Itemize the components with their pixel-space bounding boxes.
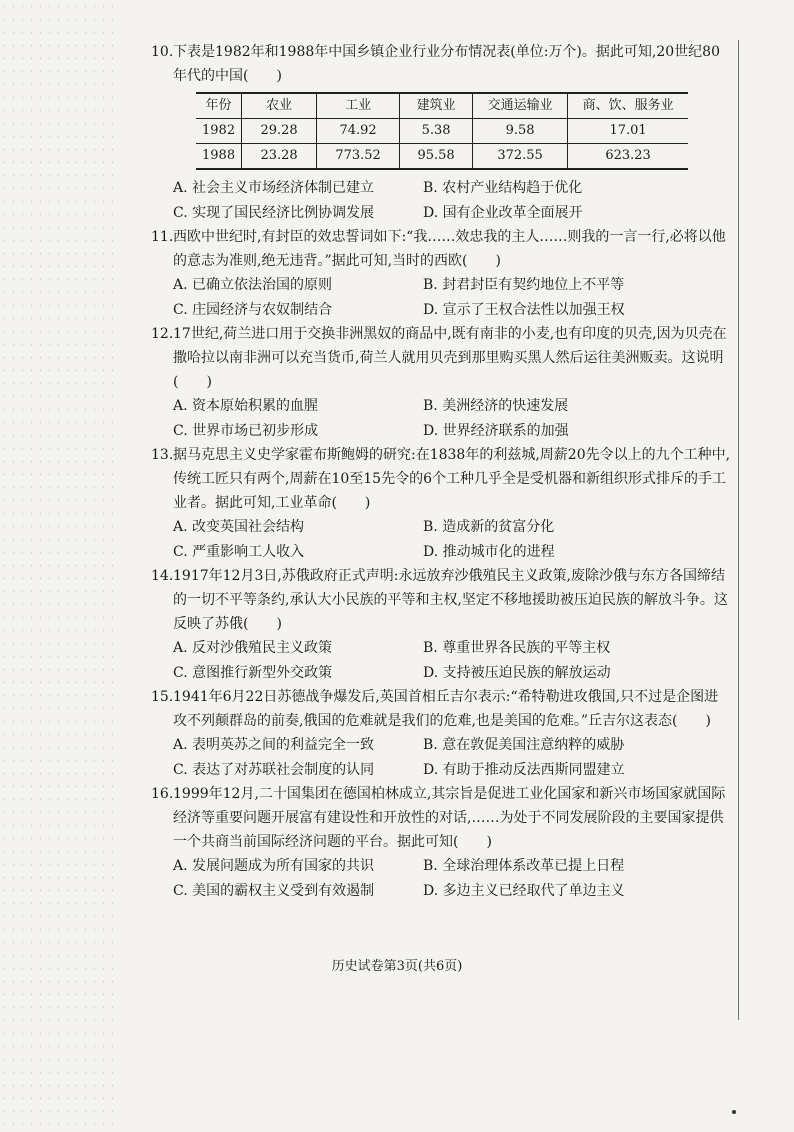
table-cell: 372.55 — [473, 144, 568, 170]
option-d: D. 国有企业改革全面展开 — [423, 204, 583, 221]
options — [151, 394, 731, 443]
options — [151, 273, 731, 322]
option-a: A. 改变英国社会结构 — [173, 519, 305, 535]
question-number: 16. — [151, 786, 174, 802]
question-stem: 下表是1982年和1988年中国乡镇企业行业分布情况表(单位:万个)。据此可知,20世纪80年代的中国( ) — [173, 44, 720, 84]
question-stem: 1917年12月3日,苏俄政府正式声明:永远放弃沙俄殖民主义政策,废除沙俄与东方各国缔结的一切不平等条约,承认大小民族的平等和主权,坚定不移地援助被压迫民族的解放斗争。这反映了苏俄( ) — [173, 568, 728, 632]
option-b: B. 意在敦促美国注意纳粹的威胁 — [423, 737, 625, 753]
table-cell: 23.28 — [242, 144, 317, 170]
table-header: 年份 — [196, 93, 242, 119]
option-c: C. 庄园经济与农奴制结合 — [173, 301, 333, 318]
table-header: 建筑业 — [400, 93, 473, 119]
table-cell: 95.58 — [400, 144, 473, 170]
options — [151, 636, 731, 685]
question-number: 12. — [151, 326, 174, 342]
data-table — [196, 92, 688, 170]
table-cell: 9.58 — [473, 119, 568, 144]
table-row — [196, 119, 688, 144]
question-15 — [151, 685, 731, 782]
question-16 — [151, 782, 731, 903]
option-b: B. 美洲经济的快速发展 — [423, 398, 569, 414]
option-c: C. 严重影响工人收入 — [173, 543, 305, 560]
option-b: B. 尊重世界各民族的平等主权 — [423, 640, 611, 656]
question-10 — [151, 40, 731, 225]
option-a: A. 发展问题成为所有国家的共识 — [173, 858, 375, 874]
question-number: 15. — [151, 689, 174, 705]
question-stem: 17世纪,荷兰进口用于交换非洲黑奴的商品中,既有南非的小麦,也有印度的贝壳,因为贝壳在撒哈拉以南非洲可以充当货币,荷兰人就用贝壳到那里购买黑人然后运往美洲贩卖。这说明( ) — [173, 326, 727, 390]
question-stem: 1941年6月22日苏德战争爆发后,英国首相丘吉尔表示:“希特勒进攻俄国,只不过是企图进攻不列颠群岛的前奏,俄国的危难就是我们的危难,也是美国的危难。”丘吉尔这表态( ) — [173, 689, 719, 729]
option-b: B. 全球治理体系改革已提上日程 — [423, 858, 625, 874]
question-stem: 西欧中世纪时,有封臣的效忠誓词如下:“我……效忠我的主人……则我的一言一行,必将以他的意志为准则,绝无违背。”据此可知,当时的西欧( ) — [173, 229, 726, 269]
question-12 — [151, 322, 731, 443]
options — [151, 176, 731, 225]
table-header: 工业 — [317, 93, 400, 119]
option-c: C. 意图推行新型外交政策 — [173, 664, 333, 681]
question-stem: 1999年12月,二十国集团在德国柏林成立,其宗旨是促进工业化国家和新兴市场国家就国际经济等重要问题开展富有建设性和开放性的对话,……为处于不同发展阶段的主要国家提供一个共商当前国际经济问题的平台。据此可知( ) — [173, 786, 726, 850]
table-header: 商、饮、服务业 — [568, 93, 689, 119]
scan-mark — [732, 1110, 736, 1114]
option-d: D. 支持被压迫民族的解放运动 — [423, 664, 611, 681]
question-number: 11. — [151, 229, 174, 245]
table-cell: 1982 — [196, 119, 242, 144]
table-cell: 17.01 — [568, 119, 689, 144]
option-c: C. 世界市场已初步形成 — [173, 422, 319, 439]
option-d: D. 推动城市化的进程 — [423, 543, 555, 560]
option-b: B. 封君封臣有契约地位上不平等 — [423, 277, 625, 293]
option-a: A. 资本原始积累的血腥 — [173, 398, 319, 414]
table-cell: 5.38 — [400, 119, 473, 144]
question-14 — [151, 564, 731, 685]
options — [151, 515, 731, 564]
question-number: 14. — [151, 568, 174, 584]
margin-rule — [738, 40, 739, 1020]
option-d: D. 世界经济联系的加强 — [423, 422, 569, 439]
table-cell: 1988 — [196, 144, 242, 170]
option-d: D. 有助于推动反法西斯同盟建立 — [423, 761, 625, 778]
table-header: 交通运输业 — [473, 93, 568, 119]
option-c: C. 表达了对苏联社会制度的认同 — [173, 761, 375, 778]
table-header: 农业 — [242, 93, 317, 119]
question-11 — [151, 225, 731, 322]
option-a: A. 表明英苏之间的利益完全一致 — [173, 737, 375, 753]
page-footer: 历史试卷第3页(共6页) — [331, 959, 463, 974]
question-number: 13. — [151, 447, 174, 463]
table-cell: 29.28 — [242, 119, 317, 144]
option-a: A. 反对沙俄殖民主义政策 — [173, 640, 333, 656]
option-d: D. 多边主义已经取代了单边主义 — [423, 882, 625, 899]
question-number: 10. — [151, 44, 174, 60]
options — [151, 733, 731, 782]
question-stem: 据马克思主义史学家霍布斯鲍姆的研究:在1838年的利兹城,周薪20先令以上的九个工种中,传统工匠只有两个,周薪在10至15先令的6个工种几乎全是受机器和新组织形式排斥的手工业者。据此可知,工业革命( ) — [173, 447, 731, 511]
option-a: A. 已确立依法治国的原则 — [173, 277, 333, 293]
table-cell: 623.23 — [568, 144, 689, 170]
option-c: C. 美国的霸权主义受到有效遏制 — [173, 882, 375, 899]
option-d: D. 宣示了王权合法性以加强王权 — [423, 301, 625, 318]
question-13 — [151, 443, 731, 564]
options — [151, 854, 731, 903]
table-header-row — [196, 93, 688, 119]
option-a: A. 社会主义市场经济体制已建立 — [173, 180, 375, 196]
option-b: B. 农村产业结构趋于优化 — [423, 180, 583, 196]
option-b: B. 造成新的贫富分化 — [423, 519, 555, 535]
option-c: C. 实现了国民经济比例协调发展 — [173, 204, 375, 221]
table-cell: 773.52 — [317, 144, 400, 170]
table-row — [196, 144, 688, 170]
question-list — [151, 40, 731, 903]
table-cell: 74.92 — [317, 119, 400, 144]
